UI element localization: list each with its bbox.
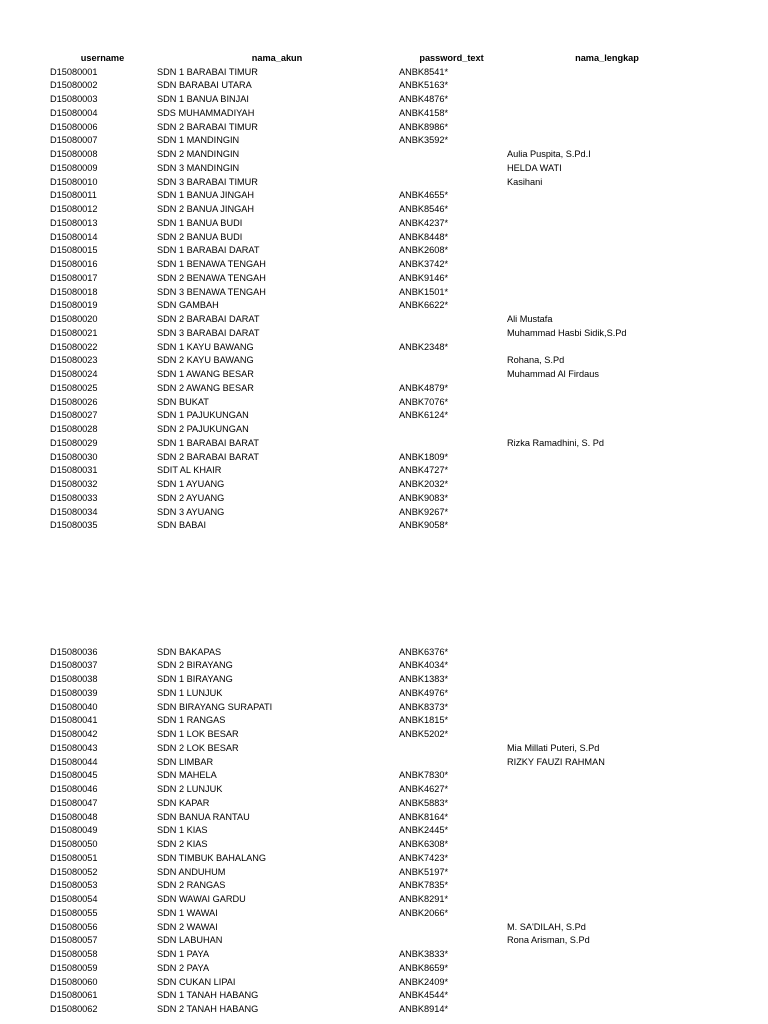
- cell-password-text: ANBK7835*: [399, 880, 449, 891]
- cell-username: D15080014: [50, 231, 98, 242]
- table-row: [0, 921, 768, 935]
- table-row: [0, 893, 768, 907]
- cell-nama-akun: SDN 2 BARABAI TIMUR: [157, 121, 258, 132]
- cell-username: D15080029: [50, 437, 98, 448]
- table-row: [0, 492, 768, 506]
- cell-username: D15080001: [50, 66, 98, 77]
- table-row: [0, 728, 768, 742]
- table-row: [0, 134, 768, 148]
- cell-nama-akun: SDN 3 BENAWA TENGAH: [157, 286, 266, 297]
- cell-password-text: ANBK1815*: [399, 715, 449, 726]
- cell-username: D15080030: [50, 451, 98, 462]
- cell-password-text: ANBK9146*: [399, 272, 449, 283]
- cell-username: D15080011: [50, 190, 97, 201]
- cell-username: D15080054: [50, 894, 98, 904]
- table-row: [0, 742, 768, 756]
- cell-nama-lengkap: Muhammad Hasbi Sidik,S.Pd: [507, 327, 627, 338]
- table-row: [0, 396, 768, 410]
- table-row: [0, 464, 768, 478]
- cell-username: D15080042: [50, 729, 98, 739]
- cell-username: D15080019: [50, 300, 98, 311]
- cell-password-text: ANBK3833*: [399, 949, 449, 959]
- cell-username: D15080057: [50, 935, 98, 946]
- table-row: [0, 1003, 768, 1017]
- cell-username: D15080055: [50, 907, 98, 918]
- cell-password-text: ANBK1501*: [399, 286, 449, 297]
- cell-username: D15080049: [50, 825, 98, 836]
- cell-username: D15080051: [50, 852, 98, 863]
- table-row: [0, 299, 768, 313]
- cell-username: D15080034: [50, 506, 98, 517]
- cell-nama-akun: SDN 2 LUNJUK: [157, 784, 223, 794]
- cell-nama-akun: SDN CUKAN LIPAI: [157, 976, 236, 987]
- cell-nama-akun: SDN BIRAYANG SURAPATI: [157, 701, 273, 712]
- cell-nama-akun: SDN TIMBUK BAHALANG: [157, 852, 267, 863]
- cell-nama-akun: SDN 2 MANDINGIN: [157, 149, 240, 159]
- cell-nama-akun: SDN 2 PAJUKUNGAN: [157, 424, 249, 434]
- cell-nama-lengkap: Aulia Puspita, S.Pd.I: [507, 149, 591, 159]
- table-row: [0, 354, 768, 368]
- cell-password-text: ANBK8164*: [399, 811, 449, 822]
- cell-username: D15080024: [50, 369, 98, 379]
- cell-nama-akun: SDN 1 RANGAS: [157, 715, 226, 726]
- cell-nama-akun: SDN 1 PAJUKUNGAN: [157, 410, 249, 421]
- table-row: [0, 783, 768, 797]
- cell-password-text: ANBK8291*: [399, 894, 449, 904]
- cell-nama-akun: SDN LIMBAR: [157, 756, 214, 767]
- table-row: [0, 93, 768, 107]
- table-row: [0, 79, 768, 93]
- cell-nama-akun: SDN 1 KIAS: [157, 825, 208, 836]
- cell-username: D15080006: [50, 121, 98, 132]
- cell-nama-akun: SDN 1 AYUANG: [157, 479, 225, 489]
- header-password-text: password_text: [419, 52, 484, 63]
- cell-username: D15080016: [50, 259, 98, 269]
- cell-password-text: ANBK8659*: [399, 962, 449, 973]
- cell-username: D15080027: [50, 410, 98, 421]
- cell-username: D15080026: [50, 396, 98, 407]
- cell-username: D15080038: [50, 674, 98, 684]
- cell-username: D15080048: [50, 811, 98, 822]
- cell-nama-akun: SDN 2 PAYA: [157, 962, 210, 973]
- table-row: [0, 769, 768, 783]
- cell-password-text: ANBK1383*: [399, 674, 449, 684]
- cell-nama-lengkap: M. SA'DILAH, S.Pd: [507, 921, 586, 932]
- cell-username: D15080058: [50, 949, 98, 959]
- cell-username: D15080009: [50, 162, 98, 173]
- cell-nama-akun: SDN 2 BARABAI DARAT: [157, 314, 260, 324]
- cell-nama-akun: SDN WAWAI GARDU: [157, 894, 246, 904]
- cell-username: D15080008: [50, 149, 98, 159]
- cell-username: D15080002: [50, 80, 98, 91]
- cell-username: D15080061: [50, 990, 98, 1001]
- cell-username: D15080062: [50, 1004, 98, 1014]
- cell-password-text: ANBK4727*: [399, 465, 449, 476]
- cell-password-text: ANBK8546*: [399, 204, 449, 214]
- table-row: [0, 231, 768, 245]
- table-row: [0, 756, 768, 770]
- cell-nama-akun: SDN 2 BANUA JINGAH: [157, 204, 255, 214]
- cell-nama-akun: SDN 1 BENAWA TENGAH: [157, 259, 266, 269]
- cell-nama-akun: SDN 2 AWANG BESAR: [157, 382, 254, 393]
- cell-nama-akun: SDIT AL KHAIR: [157, 465, 222, 476]
- cell-nama-lengkap: Rizka Ramadhini, S. Pd: [507, 437, 605, 448]
- table-row: [0, 409, 768, 423]
- cell-nama-akun: SDN BANUA RANTAU: [157, 811, 250, 822]
- cell-password-text: ANBK6124*: [399, 410, 449, 421]
- cell-nama-lengkap: HELDA WATI: [507, 162, 562, 173]
- table-row: [0, 258, 768, 272]
- cell-username: D15080022: [50, 341, 98, 352]
- table-row: [0, 478, 768, 492]
- table-row: [0, 948, 768, 962]
- cell-password-text: ANBK8914*: [399, 1004, 449, 1014]
- table-row: [0, 451, 768, 465]
- cell-password-text: ANBK4544*: [399, 990, 449, 1001]
- cell-password-text: ANBK9058*: [399, 520, 449, 531]
- cell-username: D15080040: [50, 701, 98, 712]
- cell-password-text: ANBK7830*: [399, 770, 449, 781]
- cell-password-text: ANBK5163*: [399, 80, 449, 91]
- cell-nama-lengkap: Rohana, S.Pd: [507, 355, 565, 366]
- cell-password-text: ANBK7423*: [399, 852, 449, 863]
- cell-password-text: ANBK5883*: [399, 797, 449, 808]
- table-row: [0, 506, 768, 520]
- cell-username: D15080060: [50, 976, 98, 987]
- cell-nama-akun: SDN 1 LUNJUK: [157, 687, 223, 698]
- cell-username: D15080056: [50, 921, 98, 932]
- table-row: [0, 341, 768, 355]
- cell-nama-akun: SDN BAKAPAS: [157, 646, 222, 657]
- cell-password-text: ANBK7076*: [399, 396, 449, 407]
- cell-password-text: ANBK2608*: [399, 245, 449, 256]
- table-row: [0, 327, 768, 341]
- table-row: [0, 121, 768, 135]
- table-row: [0, 203, 768, 217]
- cell-username: D15080032: [50, 479, 98, 489]
- cell-nama-akun: SDN 2 KIAS: [157, 839, 208, 849]
- cell-nama-akun: SDS MUHAMMADIYAH: [157, 107, 255, 118]
- table-row: [0, 423, 768, 437]
- cell-password-text: ANBK2445*: [399, 825, 449, 836]
- header-nama-lengkap: nama_lengkap: [575, 52, 639, 63]
- table-row: [0, 852, 768, 866]
- cell-password-text: ANBK4876*: [399, 94, 449, 104]
- cell-nama-akun: SDN KAPAR: [157, 797, 210, 808]
- cell-nama-akun: SDN 1 BANUA BINJAI: [157, 94, 249, 104]
- cell-password-text: ANBK6308*: [399, 839, 449, 849]
- cell-nama-akun: SDN 3 AYUANG: [157, 506, 225, 517]
- cell-nama-akun: SDN BARABAI UTARA: [157, 80, 252, 91]
- cell-nama-akun: SDN 1 WAWAI: [157, 907, 218, 918]
- cell-nama-lengkap: Rona Arisman, S.Pd: [507, 935, 590, 946]
- table-row: [0, 217, 768, 231]
- cell-username: D15080053: [50, 880, 98, 891]
- cell-username: D15080059: [50, 962, 98, 973]
- cell-nama-akun: SDN 3 BARABAI TIMUR: [157, 176, 258, 187]
- table-row: [0, 989, 768, 1003]
- cell-nama-lengkap: Kasihani: [507, 176, 543, 187]
- cell-username: D15080010: [50, 176, 98, 187]
- cell-password-text: ANBK5197*: [399, 866, 449, 877]
- cell-username: D15080012: [50, 204, 98, 214]
- cell-nama-lengkap: RIZKY FAUZI RAHMAN: [507, 756, 605, 767]
- cell-password-text: ANBK2032*: [399, 479, 449, 489]
- table-row: [0, 838, 768, 852]
- cell-password-text: ANBK1809*: [399, 451, 449, 462]
- cell-username: D15080031: [50, 465, 98, 476]
- cell-username: D15080046: [50, 784, 98, 794]
- cell-username: D15080023: [50, 355, 98, 366]
- cell-password-text: ANBK8986*: [399, 121, 449, 132]
- cell-nama-akun: SDN 2 BANUA BUDI: [157, 231, 243, 242]
- cell-username: D15080013: [50, 217, 98, 228]
- cell-nama-akun: SDN MAHELA: [157, 770, 217, 781]
- header-nama-akun: nama_akun: [251, 52, 303, 63]
- table-row: [0, 879, 768, 893]
- cell-username: D15080004: [50, 107, 98, 118]
- table-row: [0, 866, 768, 880]
- cell-username: D15080007: [50, 135, 98, 146]
- cell-password-text: ANBK6376*: [399, 646, 449, 657]
- cell-password-text: ANBK4879*: [399, 382, 449, 393]
- table-row: [0, 659, 768, 673]
- cell-username: D15080044: [50, 756, 98, 767]
- cell-password-text: ANBK4034*: [399, 660, 449, 671]
- table-header-row: [0, 52, 768, 66]
- table-row: [0, 162, 768, 176]
- table-row: [0, 244, 768, 258]
- cell-username: D15080018: [50, 286, 98, 297]
- table-row: [0, 824, 768, 838]
- cell-password-text: ANBK2348*: [399, 341, 449, 352]
- cell-password-text: ANBK4627*: [399, 784, 449, 794]
- table-row: [0, 907, 768, 921]
- cell-nama-akun: SDN 1 KAYU BAWANG: [157, 341, 254, 352]
- table-row: [0, 797, 768, 811]
- cell-password-text: ANBK4158*: [399, 107, 449, 118]
- cell-nama-akun: SDN 2 BARABAI BARAT: [157, 451, 259, 462]
- cell-nama-akun: SDN 1 MANDINGIN: [157, 135, 240, 146]
- cell-nama-akun: SDN 2 RANGAS: [157, 880, 226, 891]
- cell-nama-akun: SDN BUKAT: [157, 396, 209, 407]
- cell-nama-akun: SDN 2 AYUANG: [157, 492, 225, 503]
- cell-username: D15080043: [50, 742, 98, 753]
- cell-nama-akun: SDN 1 BANUA BUDI: [157, 217, 243, 228]
- cell-password-text: ANBK5202*: [399, 729, 449, 739]
- cell-username: D15080039: [50, 687, 98, 698]
- table-row: [0, 176, 768, 190]
- cell-password-text: ANBK3742*: [399, 259, 449, 269]
- header-username: username: [80, 52, 125, 63]
- cell-username: D15080021: [50, 327, 98, 338]
- table-row: [0, 286, 768, 300]
- table-row: [0, 519, 768, 533]
- cell-username: D15080020: [50, 314, 98, 324]
- table-row: [0, 646, 768, 660]
- cell-password-text: ANBK4976*: [399, 687, 449, 698]
- cell-nama-akun: SDN GAMBAH: [157, 300, 219, 311]
- cell-username: D15080035: [50, 520, 98, 531]
- cell-password-text: ANBK8373*: [399, 701, 449, 712]
- cell-nama-akun: SDN BABAI: [157, 520, 207, 531]
- cell-username: D15080033: [50, 492, 98, 503]
- table-row: [0, 934, 768, 948]
- cell-password-text: ANBK4237*: [399, 217, 449, 228]
- cell-nama-akun: SDN 3 BARABAI DARAT: [157, 327, 260, 338]
- cell-nama-akun: SDN 2 TANAH HABANG: [157, 1004, 259, 1014]
- cell-nama-akun: SDN 2 LOK BESAR: [157, 742, 239, 753]
- cell-username: D15080052: [50, 866, 98, 877]
- cell-password-text: ANBK9083*: [399, 492, 449, 503]
- cell-nama-akun: SDN 1 AWANG BESAR: [157, 369, 254, 379]
- cell-nama-akun: SDN 1 LOK BESAR: [157, 729, 239, 739]
- table-row: [0, 382, 768, 396]
- table-row: [0, 107, 768, 121]
- cell-password-text: ANBK8541*: [399, 66, 449, 77]
- cell-nama-akun: SDN 3 MANDINGIN: [157, 162, 240, 173]
- cell-nama-akun: SDN 1 PAYA: [157, 949, 210, 959]
- cell-nama-akun: SDN ANDUHUM: [157, 866, 226, 877]
- cell-nama-lengkap: Mia Millati Puteri, S.Pd: [507, 742, 600, 753]
- table-row: [0, 66, 768, 80]
- cell-nama-lengkap: Ali Mustafa: [507, 314, 553, 324]
- cell-password-text: ANBK4655*: [399, 190, 449, 201]
- table-row: [0, 714, 768, 728]
- cell-username: D15080025: [50, 382, 98, 393]
- cell-nama-akun: SDN 1 BARABAI TIMUR: [157, 66, 258, 77]
- cell-username: D15080050: [50, 839, 98, 849]
- table-row: [0, 313, 768, 327]
- cell-username: D15080036: [50, 646, 98, 657]
- cell-username: D15080045: [50, 770, 98, 781]
- cell-nama-akun: SDN 1 BIRAYANG: [157, 674, 233, 684]
- cell-nama-akun: SDN 1 TANAH HABANG: [157, 990, 259, 1001]
- table-row: [0, 189, 768, 203]
- table-row: [0, 701, 768, 715]
- cell-username: D15080041: [50, 715, 98, 726]
- table-row: [0, 148, 768, 162]
- cell-nama-akun: SDN 2 WAWAI: [157, 921, 218, 932]
- cell-username: D15080047: [50, 797, 98, 808]
- cell-nama-lengkap: Muhammad Al Firdaus: [507, 369, 599, 379]
- table-row: [0, 673, 768, 687]
- cell-nama-akun: SDN 2 BIRAYANG: [157, 660, 233, 671]
- cell-username: D15080017: [50, 272, 98, 283]
- cell-password-text: ANBK2066*: [399, 907, 449, 918]
- cell-username: D15080015: [50, 245, 98, 256]
- cell-username: D15080028: [50, 424, 98, 434]
- cell-nama-akun: SDN 2 KAYU BAWANG: [157, 355, 254, 366]
- table-row: [0, 811, 768, 825]
- cell-password-text: ANBK8448*: [399, 231, 449, 242]
- cell-password-text: ANBK6622*: [399, 300, 449, 311]
- cell-username: D15080003: [50, 94, 98, 104]
- cell-password-text: ANBK3592*: [399, 135, 449, 146]
- table-row: [0, 272, 768, 286]
- cell-username: D15080037: [50, 660, 98, 671]
- cell-nama-akun: SDN 1 BANUA JINGAH: [157, 190, 255, 201]
- table-row: [0, 962, 768, 976]
- cell-nama-akun: SDN LABUHAN: [157, 935, 223, 946]
- table-row: [0, 368, 768, 382]
- cell-nama-akun: SDN 1 BARABAI BARAT: [157, 437, 259, 448]
- cell-password-text: ANBK2409*: [399, 976, 449, 987]
- cell-nama-akun: SDN 1 BARABAI DARAT: [157, 245, 260, 256]
- cell-password-text: ANBK9267*: [399, 506, 449, 517]
- table-row: [0, 976, 768, 990]
- table-row: [0, 687, 768, 701]
- cell-nama-akun: SDN 2 BENAWA TENGAH: [157, 272, 266, 283]
- table-row: [0, 437, 768, 451]
